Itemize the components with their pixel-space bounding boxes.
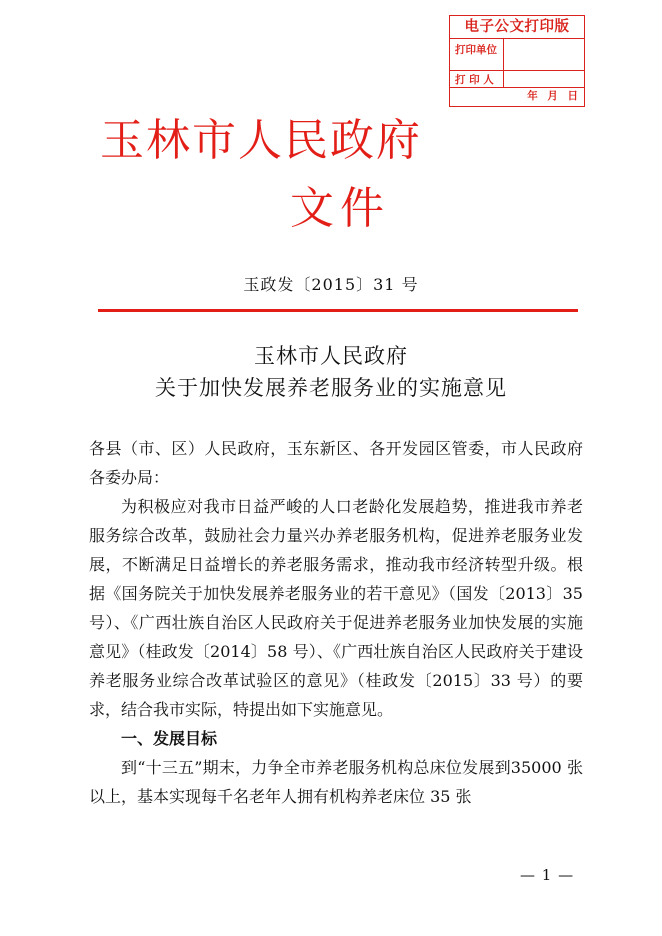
stamp-row-print-unit xyxy=(450,39,584,71)
section-heading: 一、发展目标 xyxy=(121,729,218,748)
print-stamp xyxy=(449,15,585,107)
red-separator-line xyxy=(98,309,578,312)
stamp-title: 电子公文打印版 xyxy=(450,16,584,39)
stamp-print-unit-label: 打印单位 xyxy=(450,39,504,70)
document-type: 文件 xyxy=(290,183,390,234)
document-number: 玉政发〔2015〕31 号 xyxy=(243,275,419,294)
paragraph-goals: 到“十三五”期末，力争全市养老服务机构总床位发展到35000 张以上，基本实现每千名老年人拥有机构养老床位 35 张 xyxy=(89,758,583,806)
document-title-line1: 玉林市人民政府 xyxy=(254,344,408,368)
stamp-row-printer xyxy=(450,71,584,88)
paragraph-intro: 为积极应对我市日益严峻的人口老龄化发展趋势，推进我市养老服务综合改革，鼓励社会力量兴办养老服务机构，促进养老服务业发展，不断满足日益增长的养老服务需求，推动我市经济转型升级。根据《国务院关于加快发展养老服务业的若干意见》（国发〔2013〕35 号）、《广西壮族自治区人民政府关于促进养老服务业加快发展的实施意见》（桂政发〔2014〕58 号）、《广西壮族自治区人民政府关于建设养老服务业综合改革试验区的意见》（桂政发〔2015〕33 号）的要求，结合我市实际，特提出如下实施意见。 xyxy=(89,497,583,719)
recipients: 各县（市、区）人民政府，玉东新区、各开发园区管委，市人民政府各委办局： xyxy=(89,439,583,487)
document-title-line2: 关于加快发展养老服务业的实施意见 xyxy=(155,376,507,400)
document-body xyxy=(89,434,583,811)
page-number: — 1 — xyxy=(520,866,575,884)
stamp-date-label: 年 月 日 xyxy=(527,90,578,102)
issuing-org-name: 玉林市人民政府 xyxy=(100,115,422,166)
stamp-printer-label: 打 印 人 xyxy=(450,71,504,87)
